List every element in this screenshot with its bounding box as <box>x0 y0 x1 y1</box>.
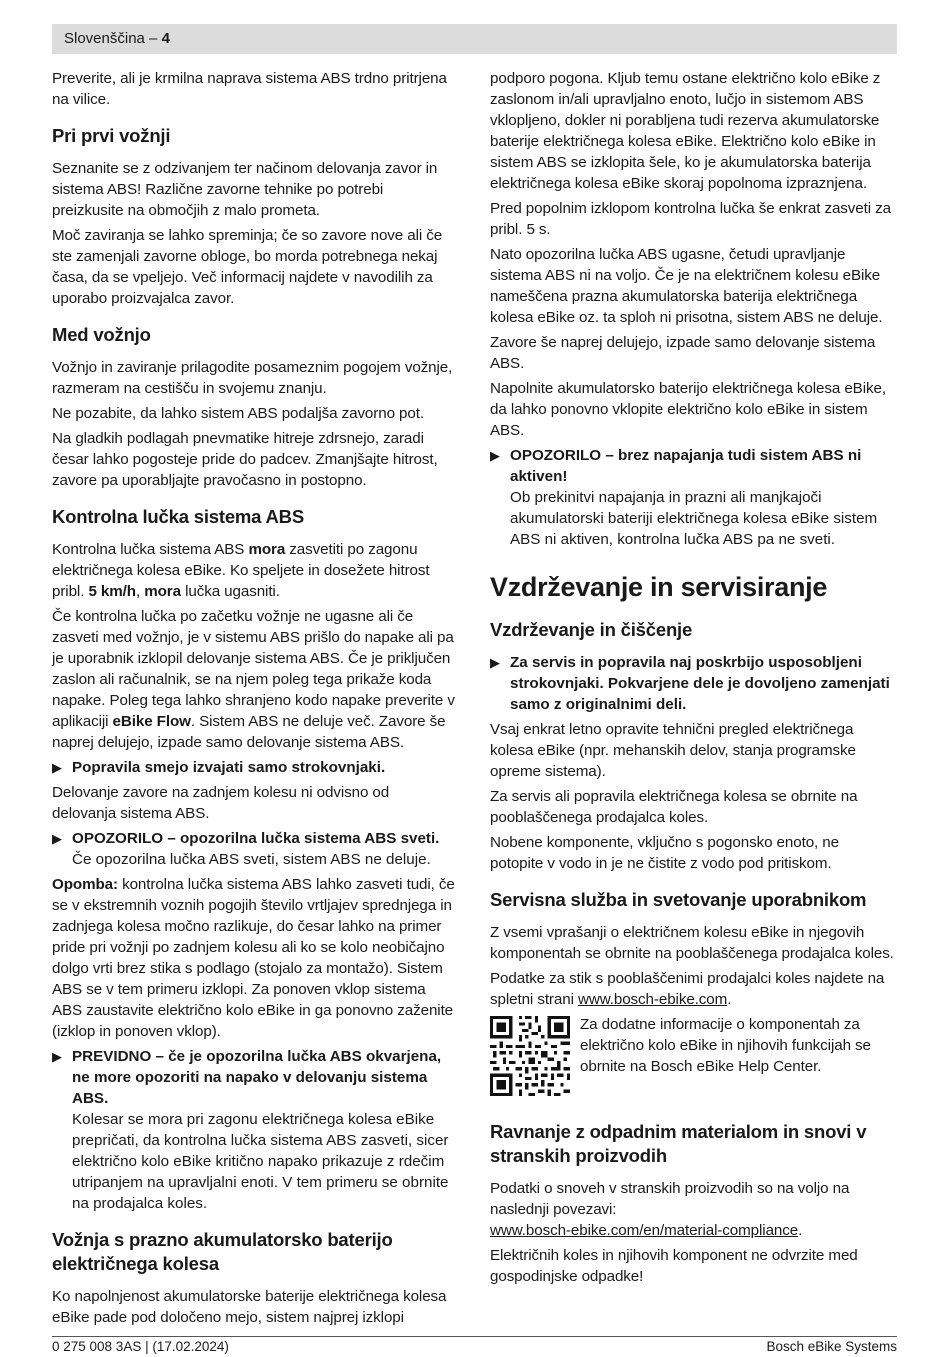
caution-bullet <box>52 1046 457 1214</box>
paragraph: Vsaj enkrat letno opravite tehnični pregled električnega kolesa eBike (npr. mehanskih delov, stanja programske opreme sistema). <box>490 721 856 780</box>
right-column <box>490 68 895 1291</box>
footer-divider <box>52 1336 897 1337</box>
note-label: Opomba: <box>52 876 118 893</box>
material-compliance-link[interactable]: www.bosch-ebike.com/en/material-compliance <box>490 1222 799 1239</box>
paragraph: podporo pogona. Kljub temu ostane električno kolo eBike z zaslonom in/ali upravljalno enoto, lučjo in sistemom ABS vklopljeno, dokler ni porabljena tudi rezerva akumulatorske baterije električnega kolesa eBike. Električno kolo eBike in sistem ABS se izklopita šele, ko je akumulatorska baterija električnega kolesa eBike skoraj popolnoma izpraznjena. <box>490 70 881 192</box>
text-run-bold: eBike Flow <box>112 713 191 730</box>
paragraph: Z vsemi vprašanji o električnem kolesu eBike in njegovih komponentah se obrnite na pooblaščenega prodajalca koles. <box>490 924 894 962</box>
text-run-bold: 5 km/h <box>88 583 136 600</box>
paragraph: Na gladkih podlagah pnevmatike hitreje zdrsnejo, zaradi česar lahko pogosteje pride do padcev. Zmanjšajte hitrost, zavore pa uporabljajte pravočasno in postopno. <box>52 430 438 489</box>
heading-disposal: Ravnanje z odpadnim materialom in snovi v stranskih proizvodih <box>490 1121 867 1166</box>
text-run-bold: mora <box>248 541 286 558</box>
paragraph: Podatki o snoveh v stranskih proizvodih so na voljo na naslednji povezavi: <box>490 1180 850 1218</box>
page-header <box>52 24 897 54</box>
paragraph <box>52 606 457 753</box>
paragraph: Delovanje zavore na zadnjem kolesu ni odvisno od delovanja sistema ABS. <box>52 784 390 822</box>
paragraph: Pred popolnim izklopom kontrolna lučka še enkrat zasveti za pribl. 5 s. <box>490 200 891 238</box>
warning-title: OPOZORILO – brez napajanja tudi sistem ABS ni aktiven! <box>510 447 862 485</box>
triangle-right-icon: ▶ <box>52 831 62 846</box>
paragraph: Zavore še naprej delujejo, izpade samo delovanje sistema ABS. <box>490 334 876 372</box>
triangle-right-icon: ▶ <box>52 760 62 775</box>
heading-first-ride: Pri prvi vožnji <box>52 125 171 146</box>
left-column <box>52 68 457 1332</box>
intro-paragraph: Preverite, ali je krmilna naprava sistema ABS trdno pritrjena na vilice. <box>52 70 447 108</box>
link-paragraph <box>490 1220 895 1241</box>
footer-doc-number: 0 275 008 3AS | (17.02.2024) <box>52 1339 229 1354</box>
paragraph: Za servis ali popravila električnega kolesa se obrnite na pooblaščenega prodajalca koles. <box>490 788 858 826</box>
text-run-bold: mora <box>144 583 181 600</box>
bullet-text: Za servis in popravila naj poskrbijo usposobljeni strokovnjaki. Pokvarjene dele je dovoljeno zamenjati samo z originalnimi deli. <box>510 654 890 713</box>
paragraph: Nobene komponente, vključno s pogonsko enoto, ne potopite v vodo in je ne čistite z vodo pod pritiskom. <box>490 834 839 872</box>
bullet-text: Popravila smejo izvajati samo strokovnjaki. <box>72 759 386 776</box>
note-paragraph <box>52 874 457 1042</box>
header-page-number: 4 <box>161 30 170 47</box>
paragraph: Nato opozorilna lučka ABS ugasne, četudi upravljanje sistema ABS ni na voljo. Če je na električnem kolesu eBike nameščena prazna akumulatorska baterija električnega kolesa eBike oz. ta sploh ni prisotna, sistem ABS ne deluje. <box>490 246 883 326</box>
paragraph: Električnih koles in njihovih komponent ne odvrzite med gospodinjske odpadke! <box>490 1247 858 1285</box>
text-run: . Sistem ABS ne deluje več. Zavore še naprej delujejo, izpade samo delovanje sistema ABS. <box>52 713 446 751</box>
text-run: Podatke za stik s pooblaščenimi prodajalci koles najdete na spletni strani <box>490 970 885 1008</box>
heading-maintenance-cleaning: Vzdrževanje in čiščenje <box>490 619 693 640</box>
heading-while-riding: Med vožnjo <box>52 324 151 345</box>
paragraph <box>490 968 895 1010</box>
paragraph: Napolnite akumulatorsko baterijo električnega kolesa eBike, da lahko ponovno vklopite električno kolo eBike in sistem ABS. <box>490 380 886 439</box>
qr-block <box>490 1014 895 1098</box>
triangle-right-icon: ▶ <box>490 448 500 463</box>
triangle-right-icon: ▶ <box>52 1049 62 1064</box>
text-run: zasvetiti po zagonu električnega kolesa eBike. Ko speljete in dosežete hitrost pribl. <box>52 541 430 600</box>
paragraph: Seznanite se z odzivanjem ter načinom delovanja zavor in sistema ABS! Različne zavorne tehnike po potrebi preizkusite na območjih z malo prometa. <box>52 160 438 219</box>
qr-description: Za dodatne informacije o komponentah za električno kolo eBike in njihovih funkcijah se obrnite na Bosch eBike Help Center. <box>580 1016 871 1075</box>
text-run: lučka ugasniti. <box>180 583 280 600</box>
triangle-right-icon: ▶ <box>490 655 500 670</box>
caution-text: Kolesar se mora pri zagonu električnega kolesa eBike prepričati, da kontrolna lučka sistema ABS zasveti, sicer električno kolo eBike kritično napako prikazuje z rdečim utripanjem na upravljalni enoti. V tem primeru se obrnite na prodajalca koles. <box>72 1111 449 1212</box>
paragraph: Vožnjo in zaviranje prilagodite posameznim pogojem vožnje, razmeram na cestišču in svojemu znanju. <box>52 359 453 397</box>
footer-company: Bosch eBike Systems <box>766 1339 897 1354</box>
warning-bullet <box>52 828 457 870</box>
paragraph: Ko napolnjenost akumulatorske baterije električnega kolesa eBike pade pod določeno mejo, sistem najprej izklopi <box>52 1288 447 1326</box>
heading-abs-light: Kontrolna lučka sistema ABS <box>52 506 304 527</box>
text-run: . <box>798 1222 803 1239</box>
bullet-item <box>52 757 457 778</box>
qr-code-icon[interactable] <box>490 1016 570 1096</box>
text-run: Če kontrolna lučka po začetku vožnje ne ugasne ali če zasveti med vožnjo, je v sistemu ABS prišlo do napake ali pa je uporabnik izklopil delovanje sistema ABS. Če je priključen zaslon ali računalnik, se na njem poleg tega prikaže koda napake. Poleg tega lahko shranjeno kodo napake preverite v aplikaciji <box>52 608 455 730</box>
heading-service: Servisna služba in svetovanje uporabnikom <box>490 889 867 910</box>
warning-text: Ob prekinitvi napajanja in prazni ali manjkajoči akumulatorski bateriji električnega kolesa eBike sistem ABS ni aktiven, kontrolna lučka ABS pa ne sveti. <box>510 489 878 548</box>
heading-empty-battery: Vožnja s prazno akumulatorsko baterijo električnega kolesa <box>52 1229 393 1274</box>
paragraph <box>52 539 457 602</box>
warning-text: Če opozorilna lučka ABS sveti, sistem ABS ne deluje. <box>72 851 431 868</box>
website-link[interactable]: www.bosch-ebike.com <box>577 991 728 1008</box>
paragraph: Moč zaviranja se lahko spreminja; če so zavore nove ali če ste zamenjali zavorne obloge, bo morda potrebnega nekaj časa, da se vpeljejo. Več informacij najdete v navodilih za uporabo proizvajalca zavor. <box>52 227 443 307</box>
warning-title: OPOZORILO – opozorilna lučka sistema ABS sveti. <box>72 830 440 847</box>
bullet-item <box>490 652 895 715</box>
header-language: Slovenščina – <box>64 30 162 47</box>
text-run: , <box>135 583 145 600</box>
caution-title: PREVIDNO – če je opozorilna lučka ABS okvarjena, ne more opozoriti na napako v delovanju sistema ABS. <box>72 1048 442 1107</box>
header-text <box>64 30 170 47</box>
heading-maintenance-service: Vzdrževanje in servisiranje <box>490 572 828 602</box>
text-run: . <box>727 991 732 1008</box>
note-text: kontrolna lučka sistema ABS lahko zasveti tudi, če se v ekstremnih voznih pogojih število vrtljajev sprednjega in zadnjega kolesa močno razlikuje, do česar lahko na primer pride pri vožnji po zadnjem kolesu ali ko se kolo neobičajno dolgo vrti brez stika s podlago (stojalo za montažo). Sistem ABS se v tem primeru izklopi. Za ponoven vklop sistema ABS zaustavite električno kolo eBike in ga ponovno zaženite (izklop in ponoven vklop). <box>52 876 455 1040</box>
text-run: Kontrolna lučka sistema ABS <box>52 541 249 558</box>
paragraph: Ne pozabite, da lahko sistem ABS podaljša zavorno pot. <box>52 405 424 422</box>
warning-bullet <box>490 445 895 550</box>
